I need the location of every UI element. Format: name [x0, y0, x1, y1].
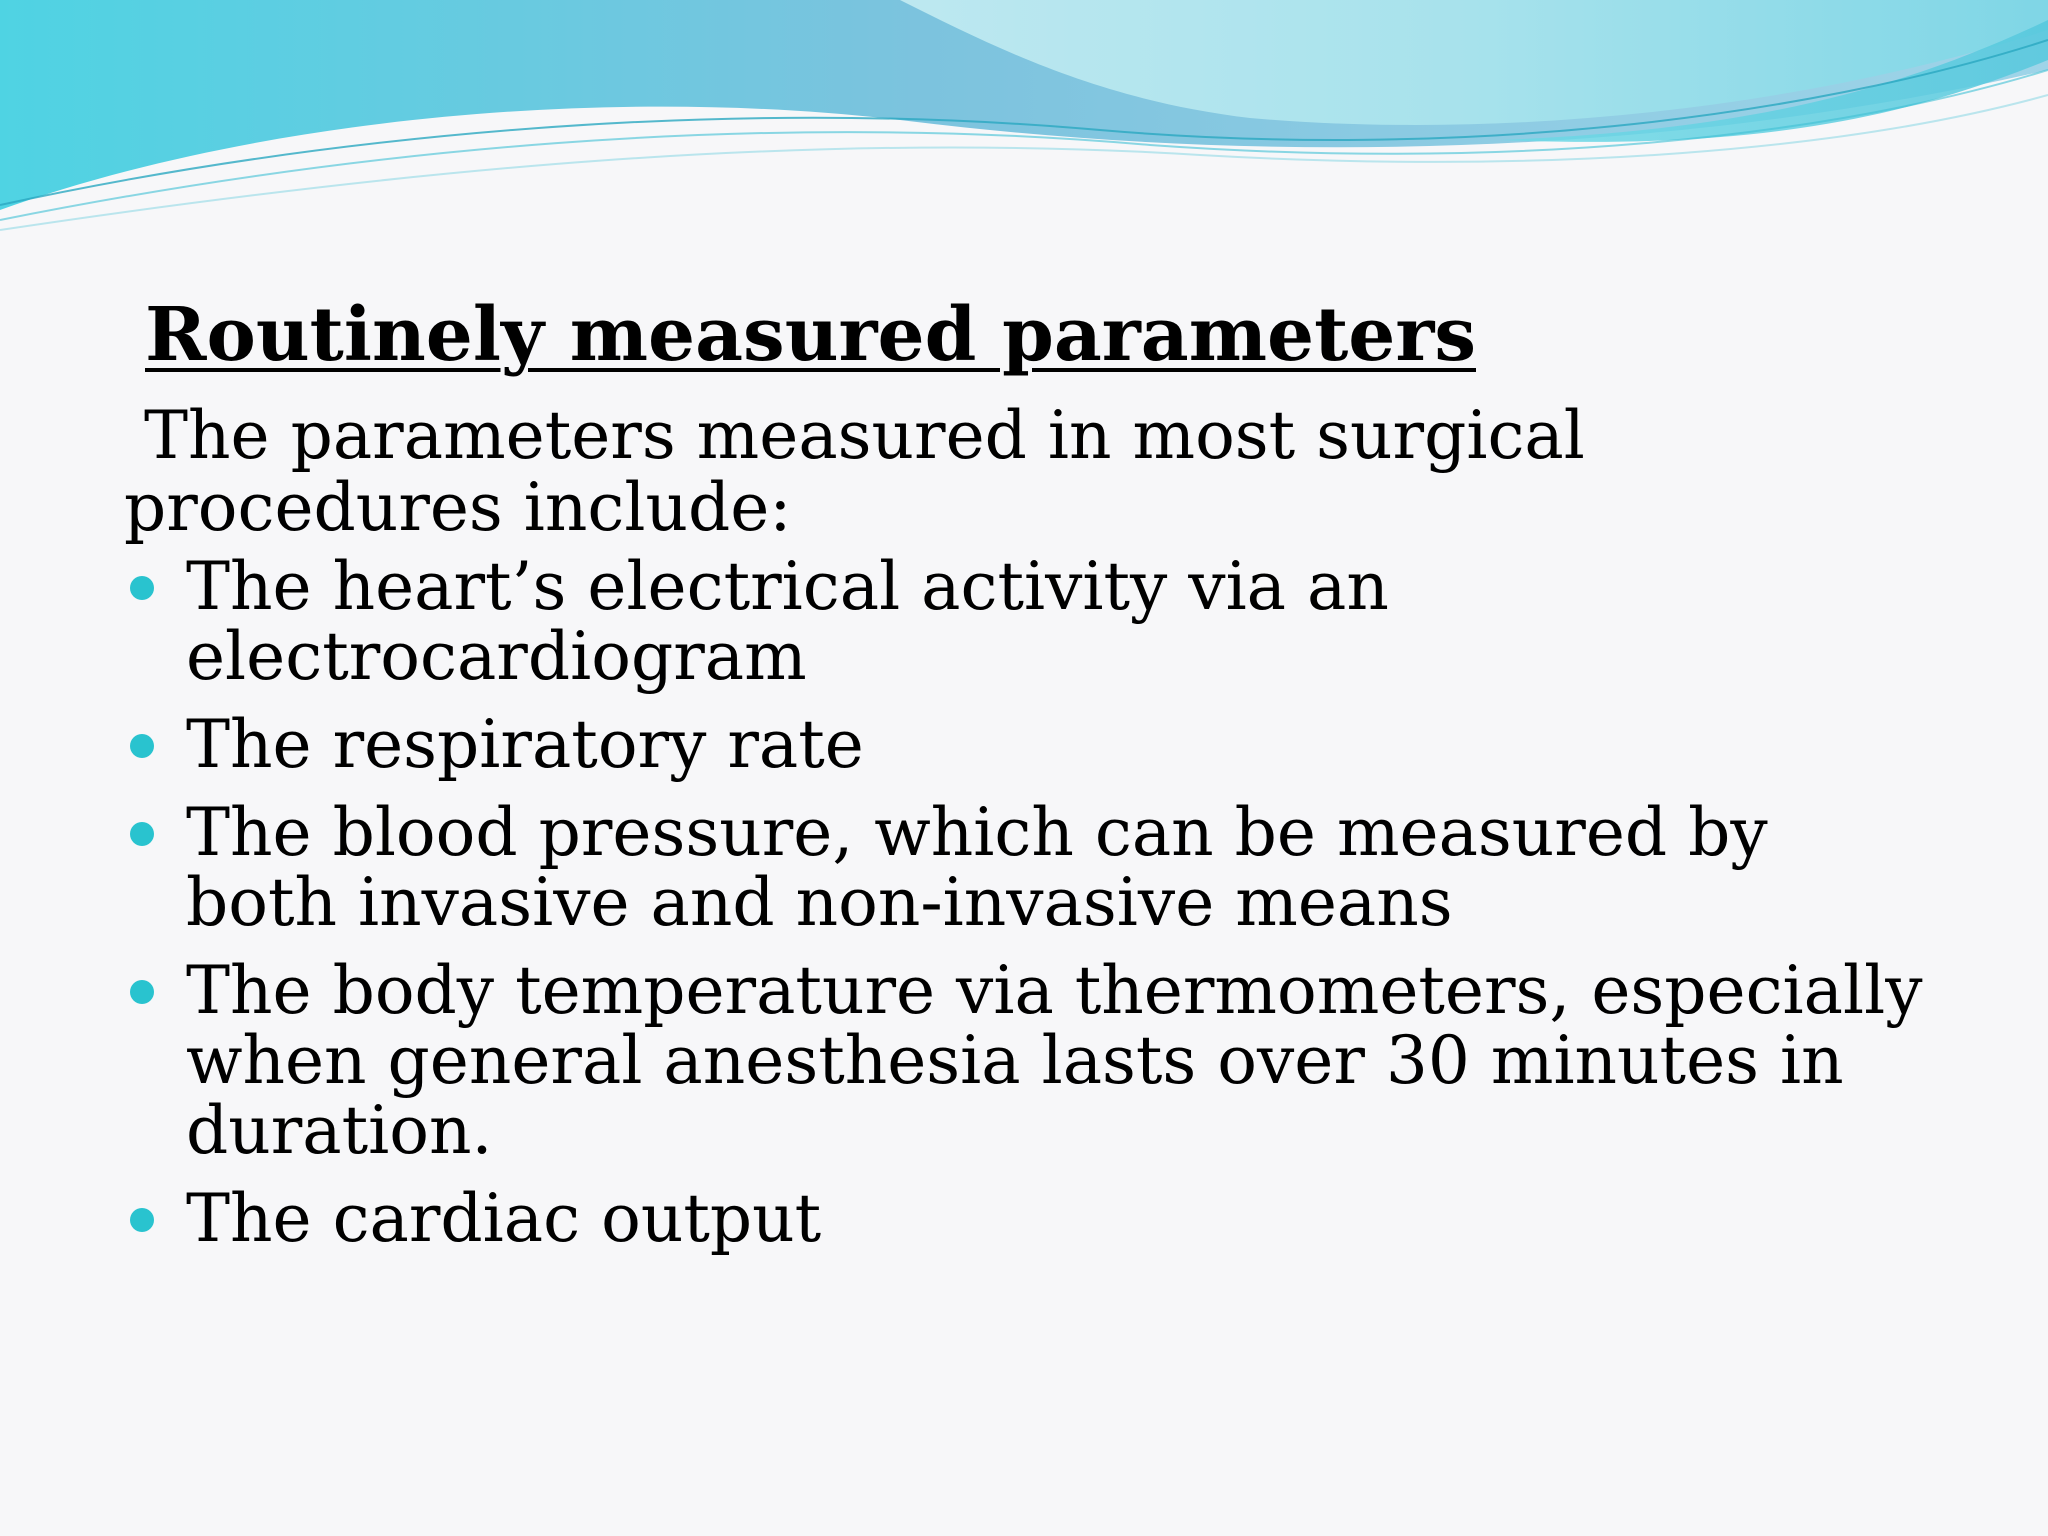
bullet-item [124, 1180, 1924, 1257]
bullet-text: The blood pressure, which can be measured by both invasive and non-invasive means [186, 794, 1768, 941]
bullet-list [124, 548, 1924, 1272]
bullet-text: The cardiac output [186, 1180, 822, 1257]
bullet-dot-icon [130, 980, 154, 1004]
bullet-dot-icon [130, 822, 154, 846]
bullet-item [124, 952, 1924, 1169]
bullet-text: The body temperature via thermometers, especially when general anesthesia lasts over 30 minutes in duration. [186, 952, 1923, 1169]
bullet-text: The respiratory rate [186, 706, 864, 783]
intro-paragraph: The parameters measured in most surgical procedures include: [124, 397, 1585, 546]
bullet-dot-icon [130, 1208, 154, 1232]
bullet-dot-icon [130, 576, 154, 600]
bullet-text: The heart’s electrical activity via an electrocardiogram [186, 548, 1389, 695]
bullet-item [124, 548, 1924, 695]
bullet-item [124, 794, 1924, 941]
slide-title: Routinely measured parameters [145, 292, 1476, 378]
bullet-dot-icon [130, 734, 154, 758]
bullet-item [124, 706, 1924, 783]
